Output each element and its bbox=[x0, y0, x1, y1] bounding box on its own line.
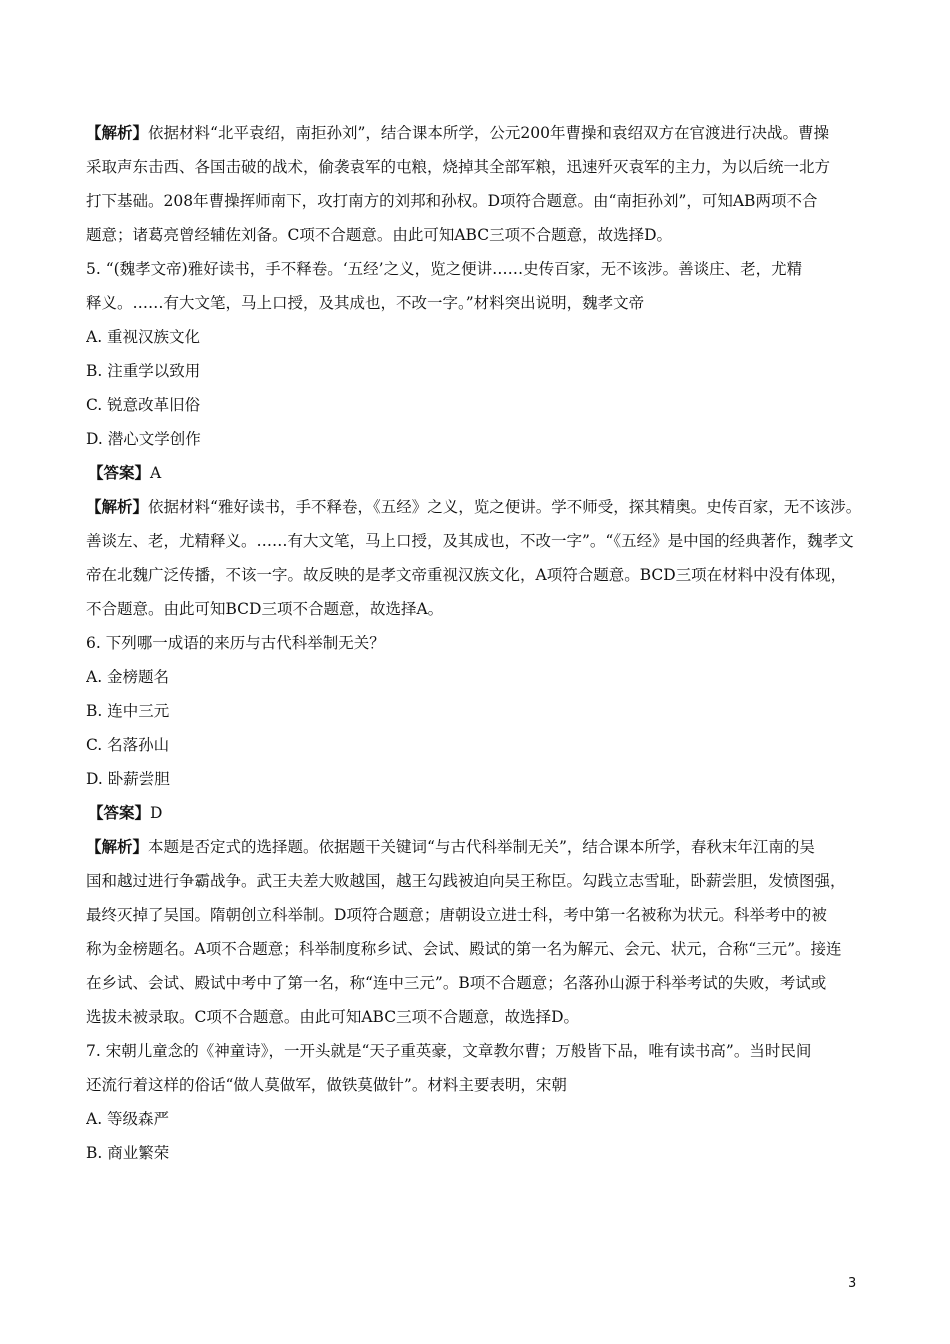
q5-analysis-line-1: 【解析】依据材料“雅好读书，手不释卷，《五经》之义，览之便讲。学不师受，探其精奥。史传百家，无不该涉。 bbox=[86, 497, 862, 516]
q5-stem-line-2: 释义。……有大文笔，马上口授，及其成也，不改一字。”材料突出说明，魏孝文帝 bbox=[86, 294, 645, 312]
q5-answer bbox=[86, 456, 876, 490]
q6-option-b: B. 连中三元 bbox=[86, 702, 170, 720]
q6-option-a: A. 金榜题名 bbox=[86, 668, 170, 686]
analysis-tag: 【解析】 bbox=[86, 123, 149, 142]
q5-stem-line-1: 5. “(魏孝文帝)雅好读书，手不释卷。‘五经’之义，览之便讲……史传百家，无不该涉。善谈庄、老，尤精 bbox=[86, 260, 803, 278]
q6-analysis-line-1: 【解析】本题是否定式的选择题。依据题干关键词“与古代科举制无关”，结合课本所学，春秋末年江南的吴 bbox=[86, 837, 815, 856]
analysis-tag: 【解析】 bbox=[86, 837, 149, 856]
q6-option-c: C. 名落孙山 bbox=[86, 736, 170, 754]
answer-value: A bbox=[150, 464, 162, 482]
answer-value: D bbox=[150, 804, 163, 822]
q7-option-a: A. 等级森严 bbox=[86, 1110, 170, 1128]
answer-tag: 【答案】 bbox=[88, 803, 151, 822]
q5-option-d: D. 潜心文学创作 bbox=[86, 430, 201, 448]
q6-analysis-line-3: 最终灭掉了吴国。隋朝创立科举制。D项符合题意；唐朝设立进士科，考中第一名被称为状元。科举考中的被 bbox=[86, 906, 827, 924]
q6-analysis-line-2: 国和越过进行争霸战争。武王夫差大败越国，越王勾践被迫向吴王称臣。勾践立志雪耻，卧薪尝胆，发愤图强， bbox=[86, 872, 846, 890]
q6-option-d: D. 卧薪尝胆 bbox=[86, 770, 170, 788]
q7-stem-line-1: 7. 宋朝儿童念的《神童诗》，一开头就是“天子重英豪，文章教尔曹；万般皆下品，唯有读书高”。当时民间 bbox=[86, 1042, 812, 1060]
q4-analysis-line-2: 采取声东击西、各国击破的战术，偷袭袁军的屯粮，烧掉其全部军粮，迅速歼灭袁军的主力，为以后统一北方 bbox=[86, 158, 831, 176]
q5-analysis-line-3: 帝在北魏广泛传播，不该一字。故反映的是孝文帝重视汉族文化，A项符合题意。BCD三项在材料中没有体现， bbox=[86, 566, 847, 584]
q5-analysis-line-2: 善谈左、老，尤精释义。……有大文笔，马上口授，及其成也，不改一字”。“《五经》是中国的经典著作，魏孝文 bbox=[86, 532, 854, 550]
document-page bbox=[86, 116, 876, 1170]
q4-analysis-line-3: 打下基础。208年曹操挥师南下，攻打南方的刘邦和孙权。D项符合题意。由“南拒孙刘”，可知AB两项不合 bbox=[86, 192, 818, 210]
analysis-tag: 【解析】 bbox=[86, 497, 149, 516]
answer-tag: 【答案】 bbox=[88, 463, 151, 482]
q6-analysis-line-6: 选拔未被录取。C项不合题意。由此可知ABC三项不合题意，故选择D。 bbox=[86, 1008, 580, 1026]
q5-option-a: A. 重视汉族文化 bbox=[86, 328, 201, 346]
q6-analysis-line-4: 称为金榜题名。A项不合题意；科举制度称乡试、会试、殿试的第一名为解元、会元、状元，合称“三元”。接连 bbox=[86, 940, 842, 958]
q5-option-b: B. 注重学以致用 bbox=[86, 362, 201, 380]
page-number: 3 bbox=[848, 1276, 857, 1291]
q5-option-c: C. 锐意改革旧俗 bbox=[86, 396, 201, 414]
q6-answer bbox=[86, 796, 876, 830]
q7-option-b: B. 商业繁荣 bbox=[86, 1144, 170, 1162]
q5-analysis-line-4: 不合题意。由此可知BCD三项不合题意，故选择A。 bbox=[86, 600, 444, 618]
q4-analysis-line-4: 题意；诸葛亮曾经辅佐刘备。C项不合题意。由此可知ABC三项不合题意，故选择D。 bbox=[86, 226, 673, 244]
q7-stem-line-2: 还流行着这样的俗话“做人莫做军，做铁莫做针”。材料主要表明，宋朝 bbox=[86, 1076, 567, 1094]
q6-analysis-line-5: 在乡试、会试、殿试中考中了第一名，称“连中三元”。B项不合题意；名落孙山源于科举考试的失败，考试或 bbox=[86, 974, 827, 992]
q6-stem-line-1: 6. 下列哪一成语的来历与古代科举制无关？ bbox=[86, 634, 385, 652]
q4-analysis-line-1: 【解析】依据材料“北平袁绍，南拒孙刘”，结合课本所学，公元200年曹操和袁绍双方在官渡进行决战。曹操 bbox=[86, 123, 829, 142]
